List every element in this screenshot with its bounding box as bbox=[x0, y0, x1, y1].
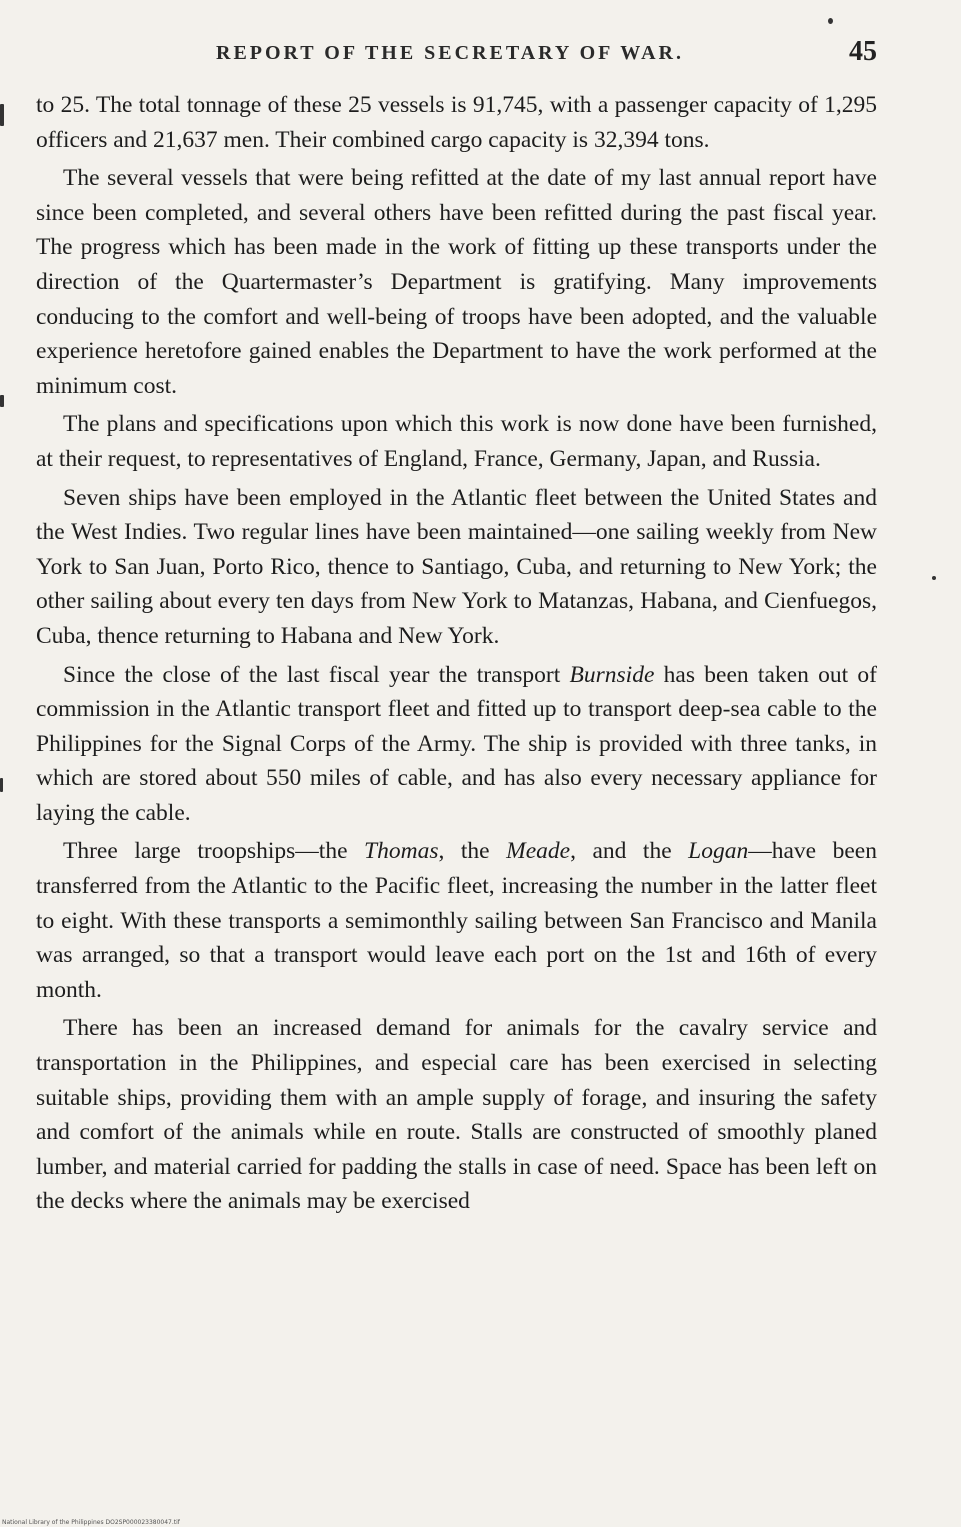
paragraph-text: , and the bbox=[570, 838, 689, 865]
paragraph bbox=[36, 407, 877, 476]
scan-speck bbox=[0, 778, 3, 792]
paragraph-text: , the bbox=[438, 838, 507, 865]
paragraph-text: —have been transferred from the Atlantic to the Pacific fleet, increasing the number in the latter fleet to eight. With these transports a semimonthly sailing between San Francisco and Manila was arranged, so that a transport would leave each port on the 1st and 16th of every month. bbox=[36, 838, 877, 1003]
ship-name: Logan bbox=[688, 838, 749, 865]
scan-speck bbox=[0, 104, 4, 126]
paragraph-text: to 25. The total tonnage of these 25 vessels is 91,745, with a passenger capacity of 1,295 officers and 21,637 men. Their combined cargo capacity is 32,394 tons. bbox=[36, 92, 877, 153]
running-header-title: REPORT OF THE SECRETARY OF WAR. bbox=[216, 42, 684, 64]
paragraph bbox=[36, 481, 877, 654]
ship-name: Meade bbox=[506, 838, 571, 865]
ship-name: Thomas bbox=[364, 838, 439, 865]
paragraph-text: The plans and specifications upon which this work is now done have been furnished, at their request, to representatives of England, France, Germany, Japan, and Russia. bbox=[36, 411, 877, 472]
paragraph bbox=[36, 88, 877, 157]
paragraph bbox=[36, 1011, 877, 1219]
paragraph-text: has been taken out of commission in the Atlantic transport fleet and fitted up to transport deep-sea cable to the Philippines for the Signal Corps of the Army. The ship is provided with three tanks, in which are stored about 550 miles of cable, and has also every necessary appliance for laying the cable. bbox=[36, 661, 877, 826]
paragraph bbox=[36, 834, 877, 1007]
page-number: 45 bbox=[849, 36, 877, 67]
scan-speck bbox=[932, 576, 936, 580]
paragraph-text: There has been an increased demand for animals for the cavalry service and transportation in the Philippines, and especial care has been exercised in selecting suitable ships, providing them with an ample supply of forage, and insuring the safety and comfort of the animals while en route. Stalls are constructed of smoothly planed lumber, and material carried for padding the stalls in case of need. Space has been left on the decks where the animals may be exercised bbox=[36, 1015, 877, 1215]
scan-speck bbox=[828, 18, 833, 24]
scan-credit: National Library of the Philippines DO2SP000023380047.tif bbox=[2, 1519, 180, 1526]
running-header bbox=[36, 36, 877, 72]
paragraph-text: Seven ships have been employed in the Atlantic fleet between the United States and the West Indies. Two regular lines have been maintained—one sailing weekly from New York to San Juan, Porto Rico, thence to Santiago, Cuba, and returning to New York; the other sailing about every ten days from New York to Matanzas, Habana, and Cienfuegos, Cuba, thence returning to Habana and New York. bbox=[36, 484, 877, 649]
paragraph-text: The several vessels that were being refitted at the date of my last annual report have since been completed, and several others have been refitted during the past fiscal year. The progress which has been made in the work of fitting up these transports under the direction of the Quartermaster’s Department is gratifying. Many improvements conducing to the comfort and well-being of troops have been adopted, and the valuable experience heretofore gained enables the Department to have the work performed at the minimum cost. bbox=[36, 165, 877, 399]
paragraph-text: Three large troopships—the bbox=[63, 838, 365, 865]
paragraph bbox=[36, 658, 877, 831]
scan-speck bbox=[0, 395, 4, 407]
paragraph-text: Since the close of the last fiscal year the transport bbox=[63, 661, 570, 688]
body-text bbox=[36, 88, 877, 1219]
ship-name: Burnside bbox=[569, 661, 655, 688]
paragraph bbox=[36, 161, 877, 403]
